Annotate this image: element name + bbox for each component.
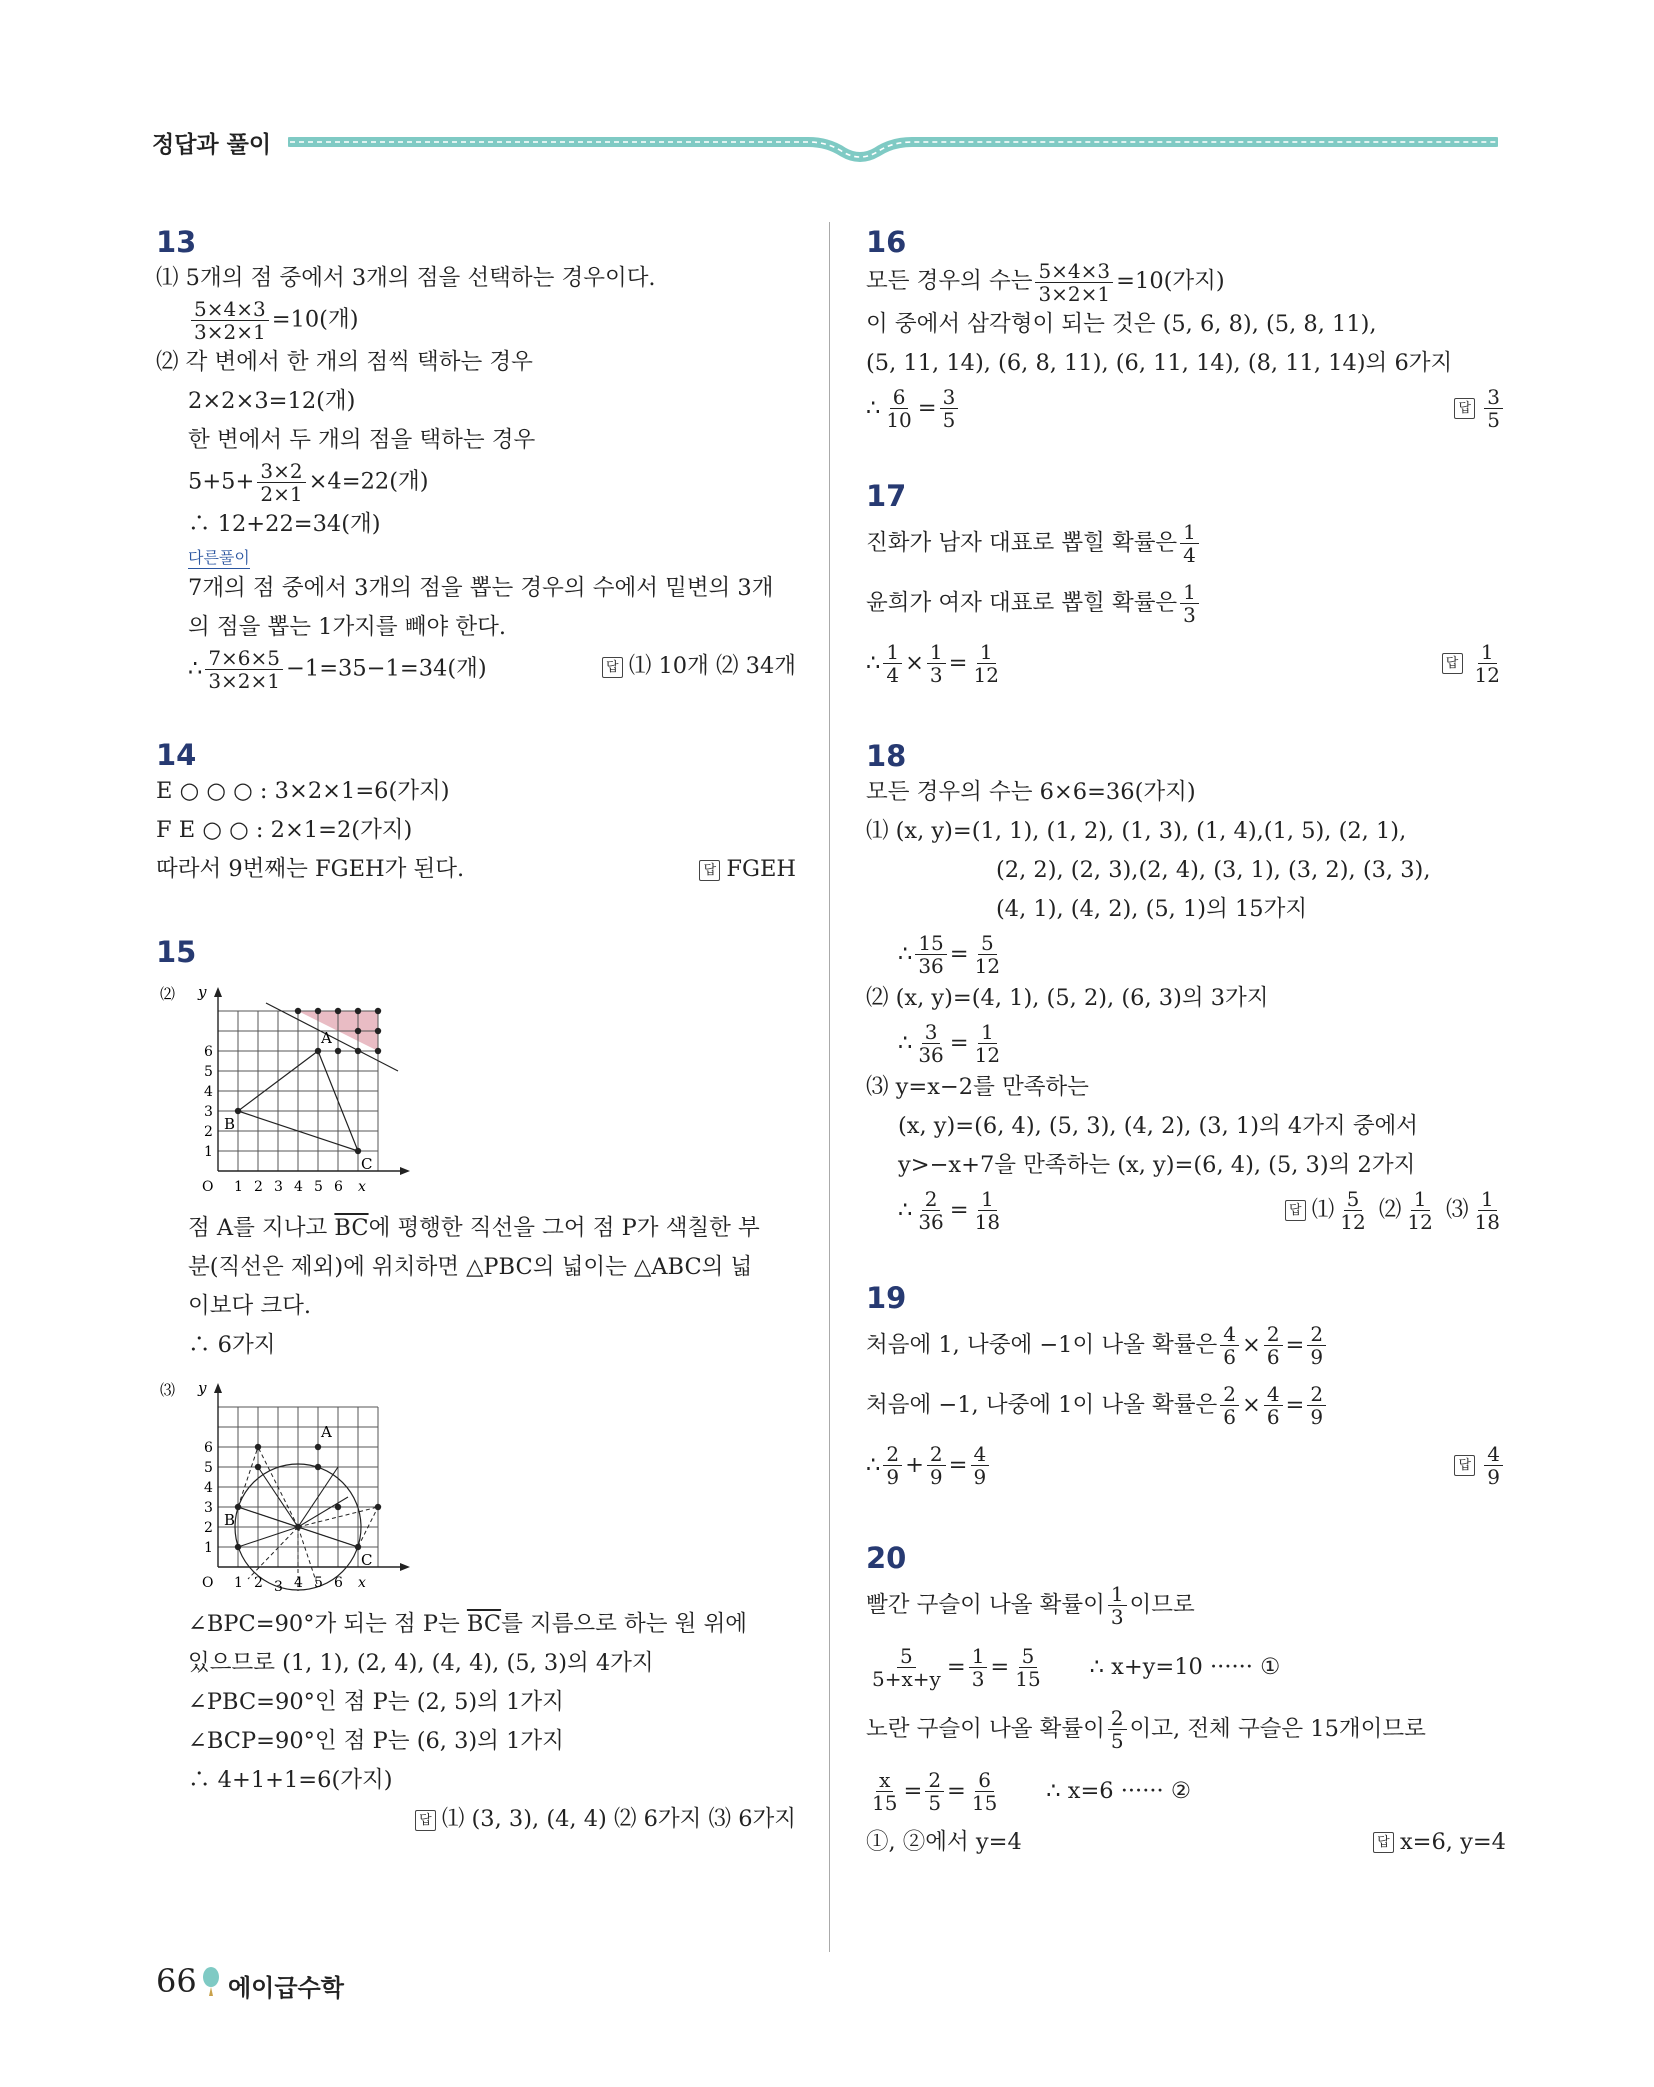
svg-text:4: 4: [204, 1084, 213, 1100]
svg-text:3: 3: [274, 1179, 283, 1195]
math-line: ∴ $\frac{6}{10}$ = $\frac{3}{5}$ 답 $\frac{3}{5}$: [866, 383, 1506, 433]
problem-17: [866, 479, 1506, 693]
svg-text:6: 6: [334, 1575, 343, 1591]
svg-text:3: 3: [204, 1500, 213, 1516]
part-label: ⑵: [160, 985, 176, 1003]
problem-number: 20: [866, 1540, 907, 1575]
math-line: 처음에 1, 나중에 −1이 나올 확률은 $\frac{4}{6}$ × $\frac{2}{6}$ = $\frac{2}{9}$: [866, 1315, 1506, 1375]
math-line: ∴ $\frac{3}{36}$ = $\frac{1}{12}$: [898, 1020, 1001, 1067]
svg-text:O: O: [202, 1575, 214, 1591]
text-line: ⑶ y=x−2를 만족하는: [866, 1073, 1089, 1100]
text-line: ⑴ 5개의 점 중에서 3개의 점을 선택하는 경우이다.: [156, 265, 656, 291]
point-label-a: A: [321, 1029, 332, 1047]
text-line: (2, 2), (2, 3),(2, 4), (3, 1), (3, 2), (3, 3),: [996, 856, 1431, 883]
math-line: ∴ $\frac{7\times 6\times 5}{3\times 2\times 1}$ −1=35−1=34(개) 답 ⑴ 10개 ⑵ 34개: [188, 646, 796, 693]
text-line: 분(직선은 제외)에 위치하면 △PBC의 넓이는 △ABC의 넓: [188, 1254, 753, 1280]
point-label-c: C: [361, 1155, 373, 1173]
answer: 답 x=6, y=4: [1373, 1823, 1506, 1862]
problem-13: [156, 225, 796, 692]
part-label: ⑶: [160, 1381, 176, 1399]
point-label-b: B: [224, 1115, 236, 1133]
answer: 답 FGEH: [699, 850, 796, 889]
answer: 답 ⑴ (3, 3), (4, 4) ⑵ 6가지 ⑶ 6가지: [415, 1800, 796, 1839]
math-line: 윤희가 여자 대표로 뽑힐 확률은 $\frac{1}{3}$: [866, 573, 1506, 633]
text-line: 따라서 9번째는 FGEH가 된다. 답 FGEH: [156, 850, 796, 889]
text-line: ⑵ 각 변에서 한 개의 점씩 택하는 경우: [156, 349, 533, 375]
page-number: 66: [156, 1962, 197, 2000]
problem-18: [866, 739, 1506, 1235]
svg-text:6: 6: [204, 1440, 213, 1456]
text-line: 있으므로 (1, 1), (2, 4), (4, 4), (5, 3)의 4가지: [188, 1650, 654, 1676]
text-line: ∴ 12+22=34(개): [188, 511, 381, 537]
svg-text:3: 3: [274, 1579, 283, 1595]
fraction: $\frac{7\times 6\times 5}{3\times 2\times 1}$: [205, 647, 283, 692]
text-line: ∠BCP=90°인 점 P는 (6, 3)의 1가지: [188, 1728, 564, 1754]
answer: 답 $\frac{3}{5}$: [1454, 383, 1506, 433]
answer-icon: 답: [415, 1810, 436, 1831]
answer: 답 $\frac{1}{12}$: [1442, 633, 1506, 693]
svg-text:6: 6: [334, 1179, 343, 1195]
point-label-b: B: [224, 1511, 236, 1529]
svg-text:2: 2: [204, 1124, 213, 1140]
text-line: ⑴ (x, y)=(1, 1), (1, 2), (1, 3), (1, 4),(1, 5), (2, 1),: [866, 817, 1407, 844]
text-line: 이보다 크다.: [188, 1293, 311, 1319]
svg-text:1: 1: [204, 1540, 213, 1556]
svg-text:1: 1: [204, 1144, 213, 1160]
text-line: ⑵ (x, y)=(4, 1), (5, 2), (6, 3)의 3가지: [866, 984, 1269, 1011]
text-line: y>−x+7을 만족하는 (x, y)=(6, 4), (5, 3)의 2가지: [898, 1151, 1416, 1178]
text-line: 이 중에서 삼각형이 되는 것은 (5, 6, 8), (5, 8, 11),: [866, 310, 1377, 337]
math-line: $\frac{5\times 4\times 3}{3\times 2\times 1}$ =10(개): [156, 298, 796, 343]
fraction: $\frac{5\times 4\times 3}{3\times 2\times 1}$: [191, 298, 269, 343]
svg-text:5: 5: [314, 1575, 323, 1591]
text-line: 한 변에서 두 개의 점을 택하는 경우: [188, 427, 536, 453]
answer-icon: 답: [1285, 1200, 1306, 1221]
svg-text:3: 3: [204, 1104, 213, 1120]
answer-icon: 답: [699, 860, 720, 881]
answer-icon: 답: [602, 657, 623, 678]
segment-bc: $\overline{BC}$: [466, 1611, 502, 1637]
header-ribbon: [288, 128, 1498, 166]
answer-icon: 답: [1442, 653, 1463, 674]
svg-text:1: 1: [234, 1575, 243, 1591]
point-label-a: A: [321, 1423, 332, 1441]
svg-text:5: 5: [314, 1179, 323, 1195]
fraction: $\frac{3\times 2}{2\times 1}$: [257, 460, 305, 505]
column-divider: [829, 222, 830, 1952]
text-line: ∠PBC=90°인 점 P는 (2, 5)의 1가지: [188, 1689, 564, 1715]
right-column: [866, 225, 1506, 1862]
problem-number: 13: [156, 225, 197, 259]
answer-line: [156, 1800, 796, 1839]
problem-20: [866, 1541, 1506, 1862]
text-line: (x, y)=(6, 4), (5, 3), (4, 2), (3, 1)의 4가지 중에서: [898, 1112, 1419, 1139]
text-line: (5, 11, 14), (6, 8, 11), (6, 11, 14), (8, 11, 14)의 6가지: [866, 349, 1453, 376]
text-line: F E ○ ○ : 2×1=2(가지): [156, 817, 413, 843]
svg-text:4: 4: [294, 1575, 303, 1591]
math-line: 빨간 구슬이 나올 확률이 $\frac{1}{3}$ 이므로: [866, 1582, 1195, 1629]
svg-text:y: y: [198, 983, 207, 1001]
svg-text:1: 1: [234, 1179, 243, 1195]
math-line: $\frac{x}{15}$ = $\frac{2}{5}$ = $\frac{6}{15}$ ∴ x=6 ······ ②: [872, 1768, 1191, 1815]
math-line: 모든 경우의 수는 $\frac{5\times 4\times 3}{3\times 2\times 1}$ =10(가지): [866, 258, 1225, 306]
problem-number: 17: [866, 478, 907, 513]
text-line: ①, ②에서 y=4 답 x=6, y=4: [866, 1823, 1506, 1862]
math-line: ∴ $\frac{15}{36}$ = $\frac{5}{12}$: [898, 931, 1001, 978]
problem-16: [866, 225, 1506, 433]
answer-icon: 답: [1373, 1832, 1394, 1853]
svg-text:4: 4: [294, 1179, 303, 1195]
math-line: 진화가 남자 대표로 뽑힐 확률은 $\frac{1}{4}$: [866, 513, 1506, 573]
text-line: 의 점을 뽑는 1가지를 빼야 한다.: [188, 614, 507, 640]
answer: 답 $\frac{4}{9}$: [1454, 1435, 1506, 1495]
text-line: ∴ 4+1+1=6(가지): [188, 1767, 393, 1793]
text-line: 모든 경우의 수는 6×6=36(가지): [866, 778, 1196, 805]
problem-number: 14: [156, 738, 197, 772]
problem-number: 15: [156, 935, 197, 969]
text-line: ∴ 6가지: [188, 1332, 276, 1358]
math-line: ∴ $\frac{2}{9}$ + $\frac{2}{9}$ = $\frac{4}{9}$ 답 $\frac{4}{9}$: [866, 1435, 1506, 1495]
svg-text:4: 4: [204, 1480, 213, 1496]
brand-name: 에이급수학: [228, 1974, 344, 2002]
svg-text:5: 5: [204, 1064, 213, 1080]
svg-text:O: O: [202, 1179, 214, 1195]
math-line: 노란 구슬이 나올 확률이 $\frac{2}{5}$ 이고, 전체 구슬은 15개이므로: [866, 1706, 1426, 1753]
problem-number: 19: [866, 1280, 907, 1315]
problem-19: [866, 1281, 1506, 1495]
left-column: [156, 225, 796, 1839]
text-line: 2×2×3=12(개): [188, 388, 356, 414]
text-line: E ○ ○ ○ : 3×2×1=6(가지): [156, 778, 450, 804]
problem-15: [156, 935, 796, 1839]
math-line: $\frac{5}{5+x+y}$ = $\frac{1}{3}$ = $\frac{5}{15}$ ∴ x+y=10 ······ ①: [872, 1644, 1281, 1691]
coordinate-graph-2: [156, 973, 456, 1203]
math-line: 5+5+ $\frac{3\times 2}{2\times 1}$ ×4=22(개): [188, 459, 429, 506]
page-header-title: 정답과 풀이: [152, 132, 272, 158]
problem-number: 16: [866, 225, 907, 259]
math-line: ∴ $\frac{1}{4}$ × $\frac{1}{3}$ = $\frac{1}{12}$ 답 $\frac{1}{12}$: [866, 633, 1506, 693]
problem-number: 18: [866, 738, 907, 773]
math-line: ∴ $\frac{2}{36}$ = $\frac{1}{18}$ 답 ⑴ $\frac{5}{12}$ ⑵ $\frac{1}{12}$ ⑶ $\frac{1}{18}$: [866, 1185, 1506, 1235]
answer-icon: 답: [1454, 398, 1475, 419]
text-line: 7개의 점 중에서 3개의 점을 뽑는 경우의 수에서 밑변의 3개: [188, 575, 774, 601]
svg-text:2: 2: [204, 1520, 213, 1536]
svg-text:x: x: [358, 1179, 366, 1195]
svg-text:x: x: [358, 1575, 366, 1591]
answer: 답 ⑴ $\frac{5}{12}$ ⑵ $\frac{1}{12}$ ⑶ $\frac{1}{18}$: [1285, 1185, 1506, 1235]
answer-icon: 답: [1454, 1455, 1475, 1476]
svg-text:2: 2: [254, 1575, 263, 1591]
text-line: ∠BPC=90°가 되는 점 P는 $\overline{BC}$를 지름으로 하는 원 위에: [188, 1611, 748, 1637]
text-line: (4, 1), (4, 2), (5, 1)의 15가지: [996, 895, 1308, 922]
point-label-c: C: [361, 1551, 373, 1569]
problem-14: [156, 738, 796, 889]
balloon-logo-icon: [200, 1966, 222, 1998]
text-line: 점 A를 지나고 $\overline{BC}$에 평행한 직선을 그어 점 P가 색칠한 부: [188, 1215, 760, 1241]
svg-text:y: y: [198, 1379, 207, 1397]
alternative-solution-label: 다른풀이: [188, 548, 250, 567]
svg-text:2: 2: [254, 1179, 263, 1195]
answer: 답 ⑴ 10개 ⑵ 34개: [602, 647, 796, 686]
coordinate-graph-3: [156, 1369, 456, 1599]
segment-bc: $\overline{BC}$: [334, 1215, 369, 1241]
svg-text:5: 5: [204, 1460, 213, 1476]
math-line: 처음에 −1, 나중에 1이 나올 확률은 $\frac{2}{6}$ × $\frac{4}{6}$ = $\frac{2}{9}$: [866, 1375, 1506, 1435]
svg-text:6: 6: [204, 1044, 213, 1060]
